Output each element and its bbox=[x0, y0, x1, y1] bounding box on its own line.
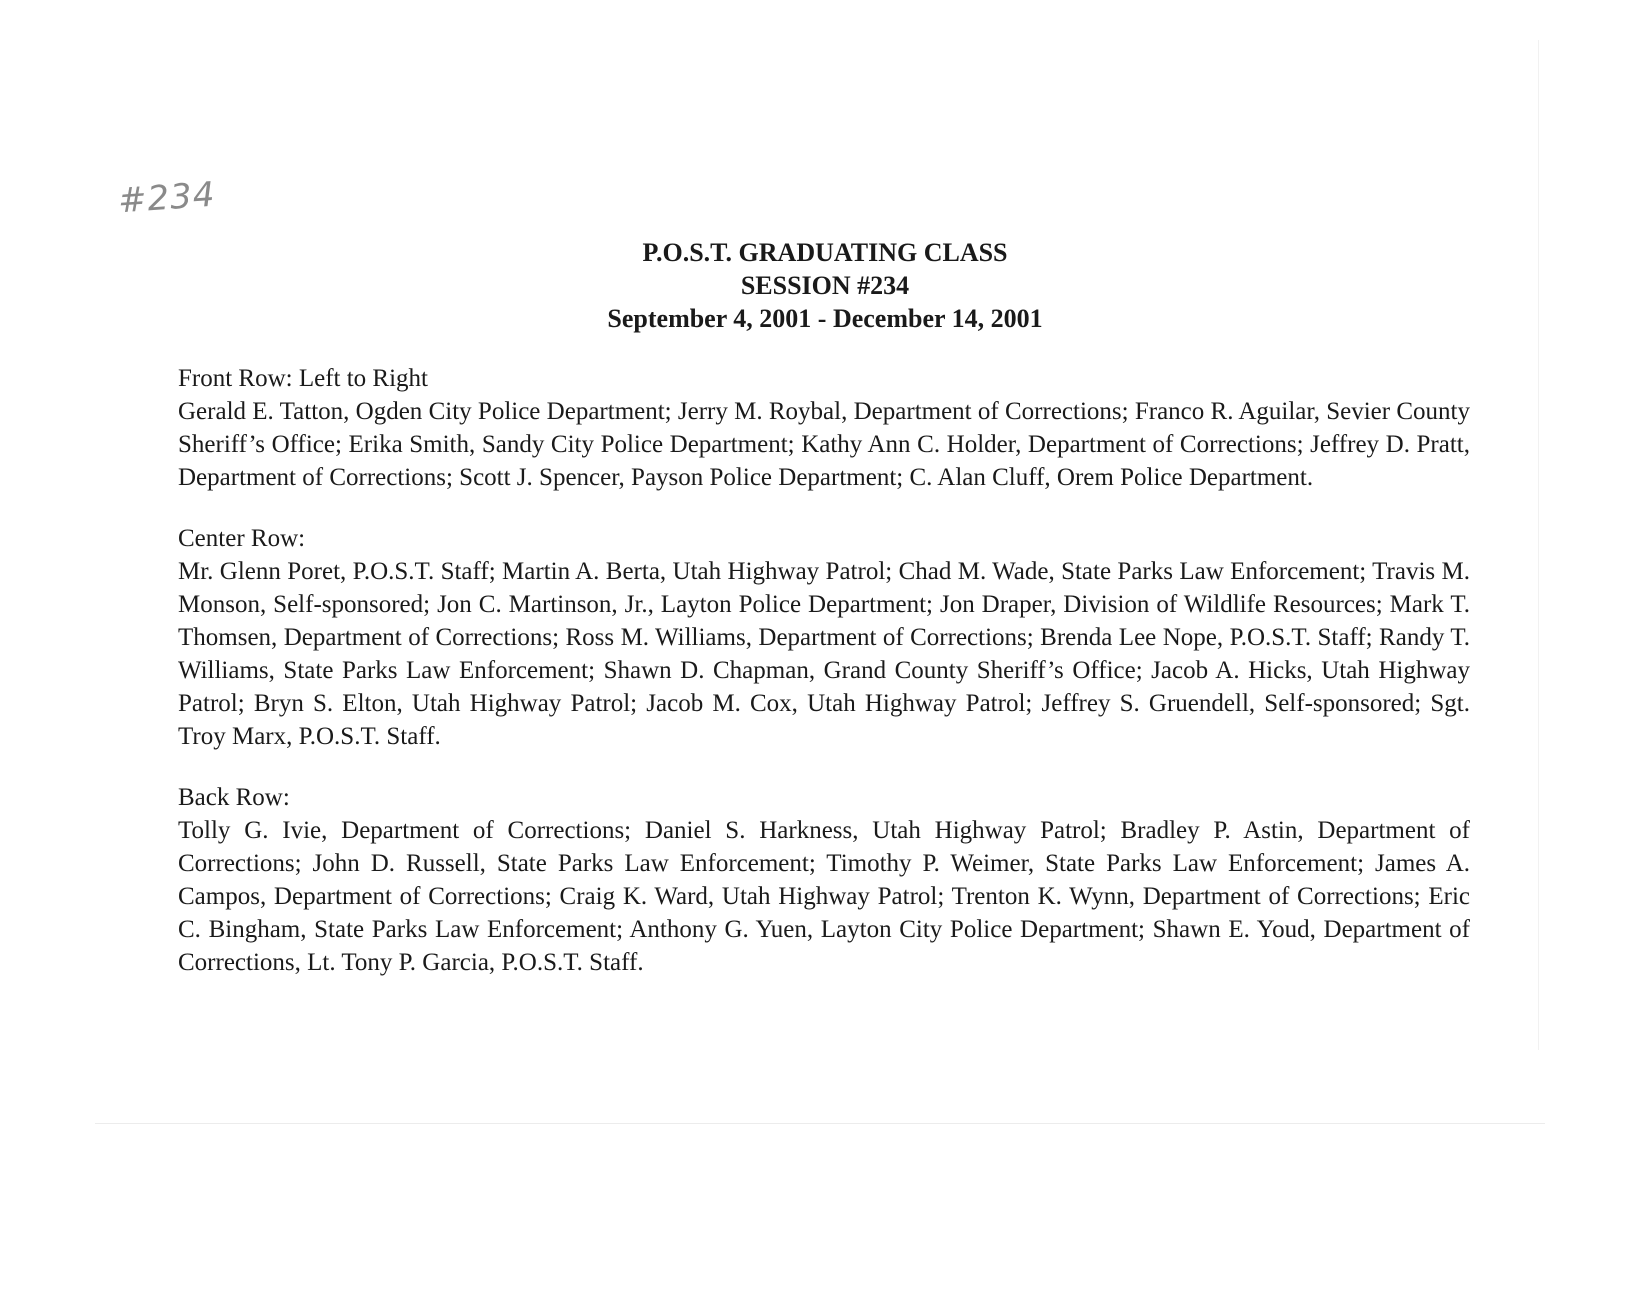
section-text: Tolly G. Ivie, Department of Corrections; Daniel S. Harkness, Utah Highway Patrol; Bradley P. Astin, Department of Corrections; John D. Russell, State Parks Law Enforcement; Timothy P. Weimer, State Parks Law Enforcement; James A. Campos, Department of Corrections; Craig K. Ward, Utah Highway Patrol; Trenton K. Wynn, Department of Corrections; Eric C. Bingham, State Parks Law Enforcement; Anthony G. Yuen, Layton City Police Department; Shawn E. Youd, Department of Corrections, Lt. Tony P. Garcia, P.O.S.T. Staff. bbox=[178, 817, 1470, 976]
header-dates: September 4, 2001 - December 14, 2001 bbox=[607, 304, 1043, 333]
section-text: Mr. Glenn Poret, P.O.S.T. Staff; Martin A. Berta, Utah Highway Patrol; Chad M. Wade, State Parks Law Enforcement; Travis M. Monson, Self-sponsored; Jon C. Martinson, Jr., Layton Police Department; Jon Draper, Division of Wildlife Resources; Mark T. Thomsen, Department of Corrections; Ross M. Williams, Department of Corrections; Brenda Lee Nope, P.O.S.T. Staff; Randy T. Williams, State Parks Law Enforcement; Shawn D. Chapman, Grand County Sheriff’s Office; Jacob A. Hicks, Utah Highway Patrol; Bryn S. Elton, Utah Highway Patrol; Jacob M. Cox, Utah Highway Patrol; Jeffrey S. Gruendell, Self-sponsored; Sgt. Troy Marx, P.O.S.T. Staff. bbox=[178, 558, 1470, 750]
section-heading: Back Row: bbox=[178, 784, 290, 811]
scan-edge-line bbox=[1538, 40, 1539, 1050]
section-heading: Front Row: Left to Right bbox=[178, 365, 428, 392]
section-front-row bbox=[178, 362, 1470, 494]
document-header bbox=[0, 236, 1650, 335]
handwritten-session-number: #234 bbox=[116, 174, 217, 222]
section-heading: Center Row: bbox=[178, 525, 306, 552]
header-session: SESSION #234 bbox=[740, 271, 910, 300]
document-body bbox=[178, 362, 1470, 1007]
header-title: P.O.S.T. GRADUATING CLASS bbox=[642, 238, 1008, 267]
scan-divider-line bbox=[95, 1123, 1545, 1124]
section-text: Gerald E. Tatton, Ogden City Police Department; Jerry M. Roybal, Department of Corrections; Franco R. Aguilar, Sevier County Sheriff’s Office; Erika Smith, Sandy City Police Department; Kathy Ann C. Holder, Department of Corrections; Jeffrey D. Pratt, Department of Corrections; Scott J. Spencer, Payson Police Department; C. Alan Cluff, Orem Police Department. bbox=[178, 398, 1470, 491]
section-back-row bbox=[178, 781, 1470, 979]
section-center-row bbox=[178, 522, 1470, 753]
